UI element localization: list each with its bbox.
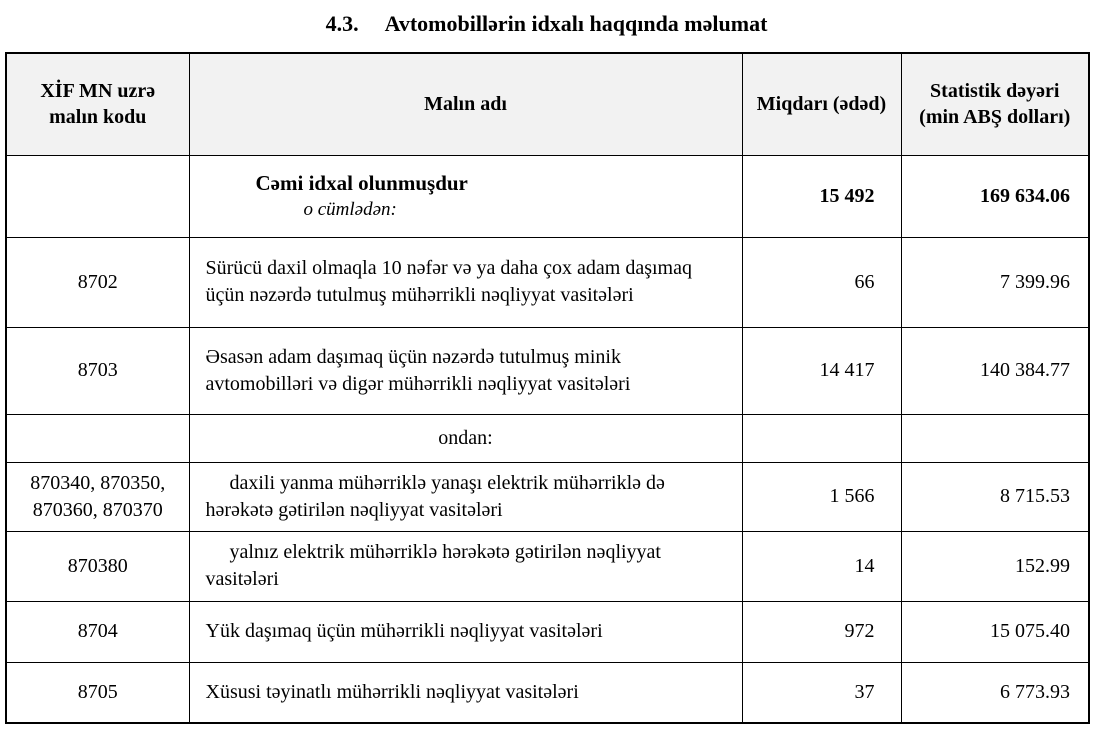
- name-cell: daxili yanma mühərriklə yanaşı elektrik mühərriklə də hərəkətə gətirilən nəqliyyat vasitələri: [189, 462, 742, 531]
- table-row-hybrid: [6, 462, 1089, 531]
- table-row-divider: [6, 414, 1089, 462]
- total-label: Cəmi idxal olunmuşdur: [255, 170, 468, 195]
- header-qty: Miqdarı (ədəd): [742, 53, 901, 155]
- header-value: Statistik dəyəri (min ABŞ dolları): [901, 53, 1089, 155]
- code-cell: 870340, 870350, 870360, 870370: [6, 462, 189, 531]
- value-cell: 140 384.77: [901, 327, 1089, 414]
- name-cell: Xüsusi təyinatlı mühərrikli nəqliyyat vasitələri: [189, 662, 742, 723]
- code-cell: 8704: [6, 601, 189, 662]
- name-cell: Əsasən adam daşımaq üçün nəzərdə tutulmuş minik avtomobilləri və digər mühərrikli nəqliyyat vasitələri: [189, 327, 742, 414]
- value-cell: 15 075.40: [901, 601, 1089, 662]
- value-cell: 6 773.93: [901, 662, 1089, 723]
- value-cell: 169 634.06: [901, 155, 1089, 237]
- imports-table: [5, 52, 1090, 724]
- value-cell: 7 399.96: [901, 237, 1089, 327]
- header-code: XİF MN uzrə malın kodu: [6, 53, 189, 155]
- total-sublabel: o cümlədən:: [303, 198, 397, 220]
- table-row-8703: [6, 327, 1089, 414]
- code-cell: 8703: [6, 327, 189, 414]
- qty-cell: 14 417: [742, 327, 901, 414]
- qty-cell: 37: [742, 662, 901, 723]
- name-cell: Yük daşımaq üçün mühərrikli nəqliyyat vasitələri: [189, 601, 742, 662]
- qty-cell: 1 566: [742, 462, 901, 531]
- name-cell: yalnız elektrik mühərriklə hərəkətə gətirilən nəqliyyat vasitələri: [189, 531, 742, 601]
- qty-cell: 14: [742, 531, 901, 601]
- name-cell: Sürücü daxil olmaqla 10 nəfər və ya daha çox adam daşımaq üçün nəzərdə tutulmuş mühərrikli nəqliyyat vasitələri: [189, 237, 742, 327]
- section-title-text: Avtomobillərin idxalı haqqında məlumat: [384, 11, 768, 36]
- code-cell: 8705: [6, 662, 189, 723]
- table-header: [6, 53, 1089, 155]
- qty-cell: 66: [742, 237, 901, 327]
- section-number: 4.3.: [325, 11, 359, 36]
- table-body: [6, 155, 1089, 723]
- value-cell: 152.99: [901, 531, 1089, 601]
- qty-cell: [742, 414, 901, 462]
- code-cell: [6, 155, 189, 237]
- header-name: Malın adı: [189, 53, 742, 155]
- table-row-8705: [6, 662, 1089, 723]
- code-cell: [6, 414, 189, 462]
- value-cell: 8 715.53: [901, 462, 1089, 531]
- code-cell: 8702: [6, 237, 189, 327]
- value-cell: [901, 414, 1089, 462]
- page-title: [0, 0, 1093, 39]
- table-row-8702: [6, 237, 1089, 327]
- table-row-8704: [6, 601, 1089, 662]
- table-row-total: [6, 155, 1089, 237]
- qty-cell: 15 492: [742, 155, 901, 237]
- table-row-electric: [6, 531, 1089, 601]
- code-cell: 870380: [6, 531, 189, 601]
- name-cell: [189, 155, 742, 237]
- qty-cell: 972: [742, 601, 901, 662]
- header-row: [6, 53, 1089, 155]
- name-cell: ondan:: [189, 414, 742, 462]
